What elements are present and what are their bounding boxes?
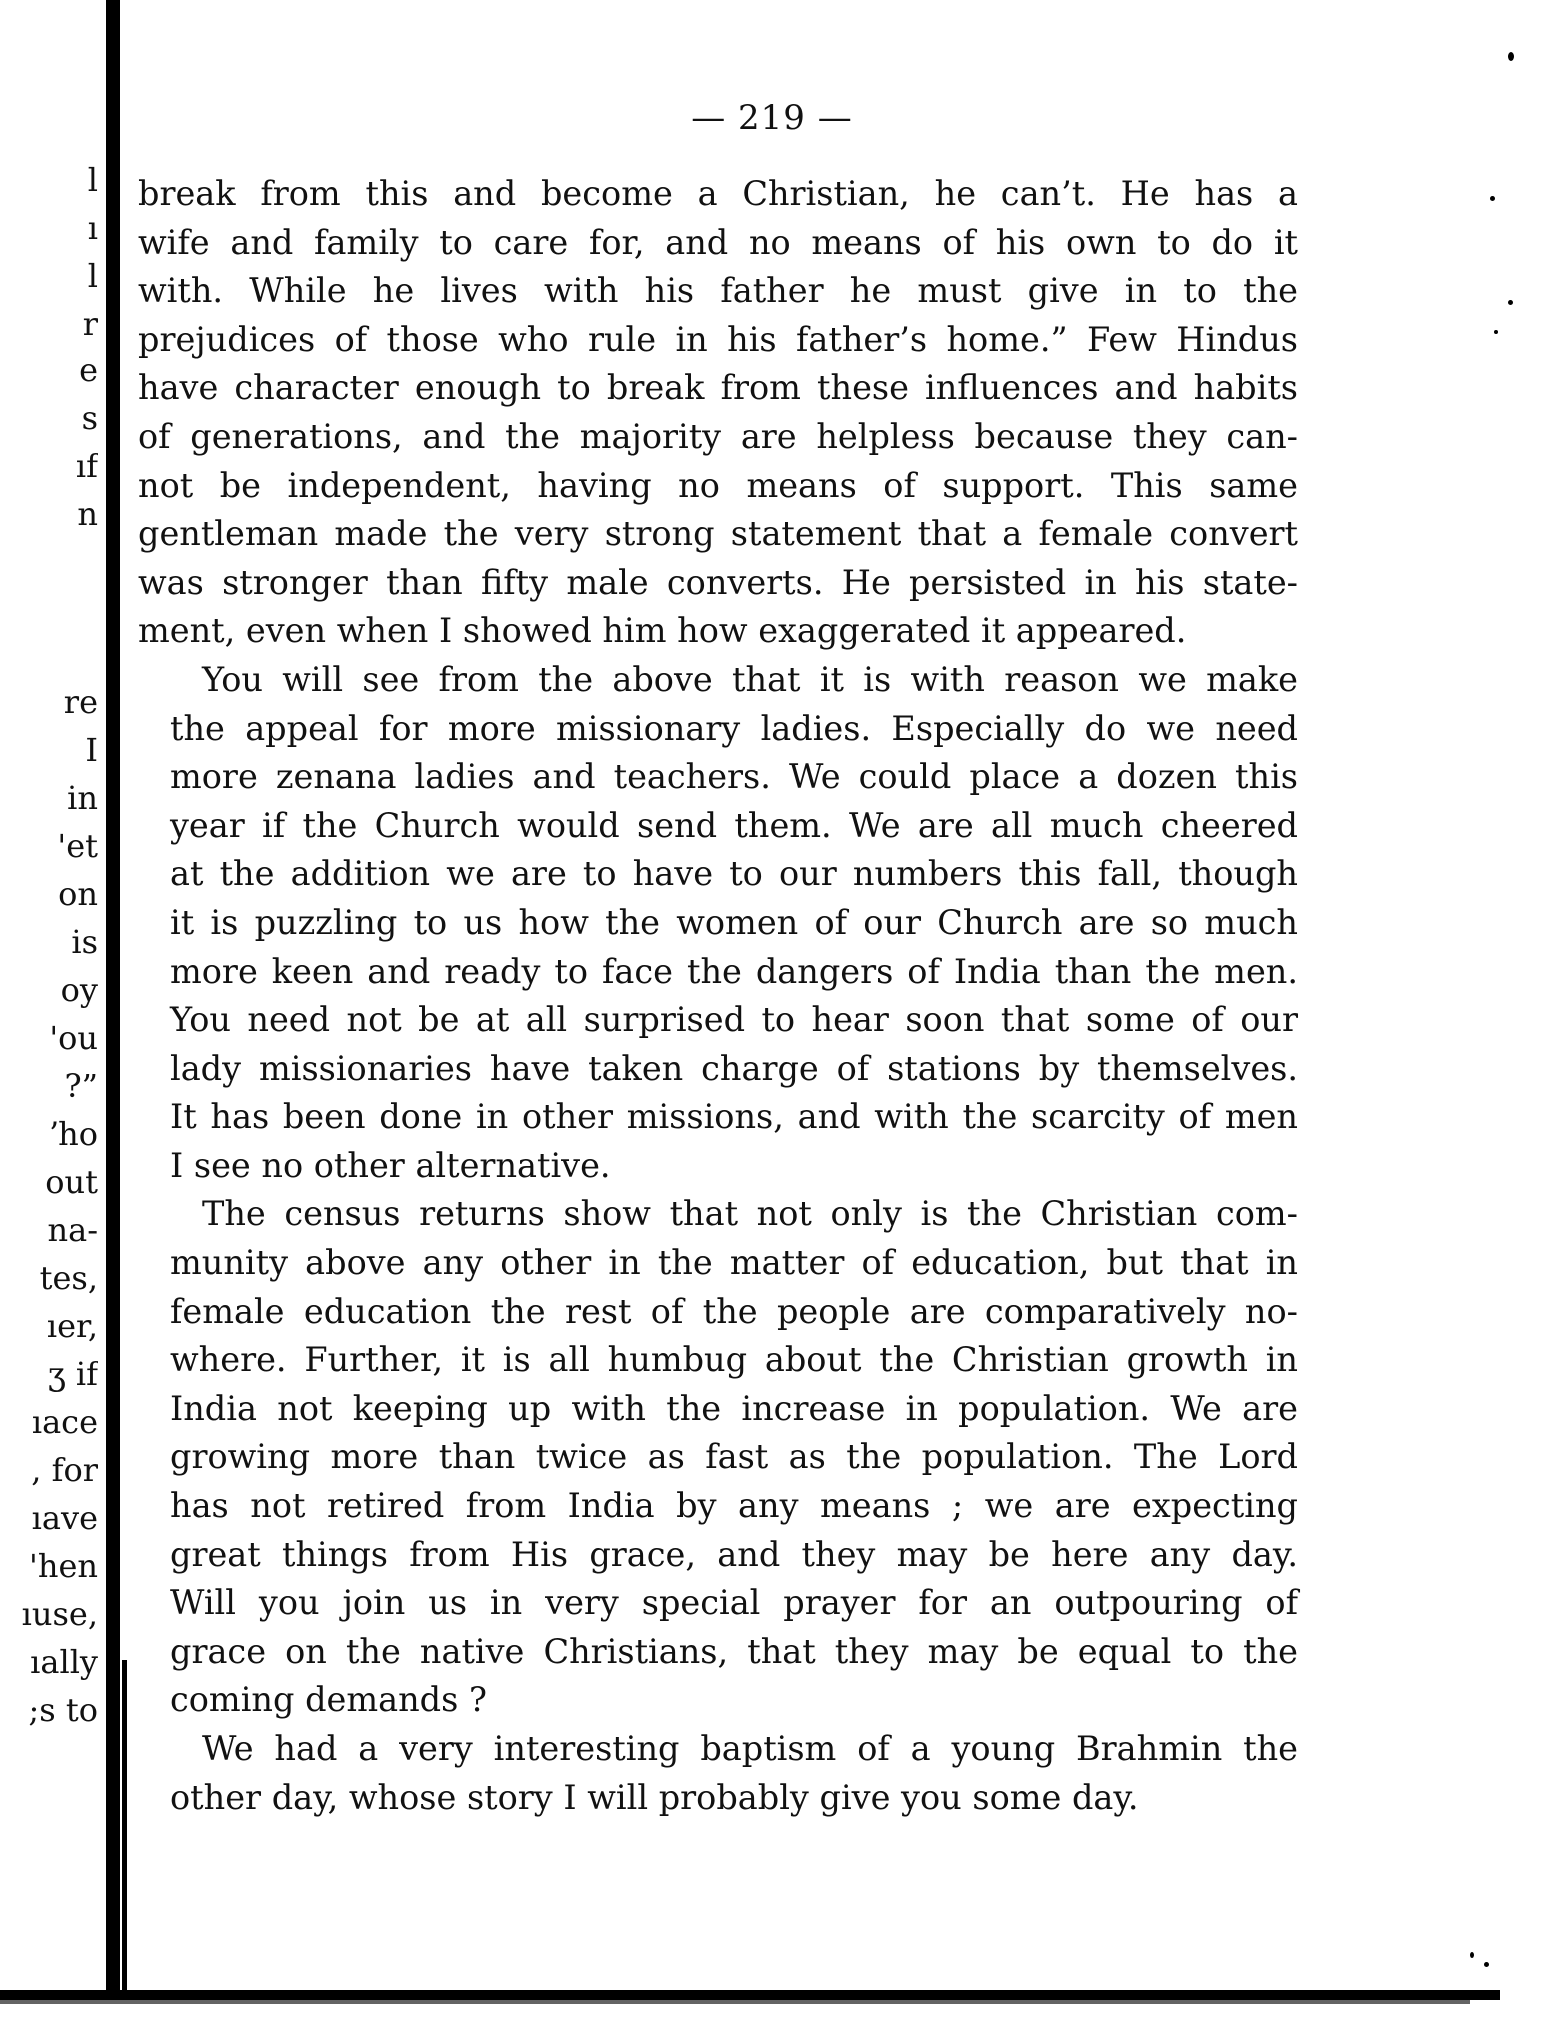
bottom-scan-edge <box>0 1990 1500 2000</box>
text-line: You will see from the above that it is with reason we make <box>202 659 1298 699</box>
text-line: of generations, and the majority are helpless because they can- <box>138 416 1298 456</box>
text-line: It has been done in other missions, and with the scarcity of men <box>170 1097 1298 1137</box>
text-line: We had a very interesting baptism of a young Brahmin the <box>202 1729 1298 1768</box>
text-line: other day, whose story I will probably give you some day. <box>170 1777 1139 1817</box>
paragraph <box>138 1725 1298 1822</box>
text-line: the appeal for more missionary ladies. Especially do we need <box>170 708 1298 748</box>
facing-fragment: oy <box>60 971 98 1009</box>
text-line: munity above any other in the matter of education, but that in <box>170 1243 1298 1283</box>
facing-fragment: ʒ if <box>47 1355 98 1393</box>
text-line: grace on the native Christians, that they may be equal to the <box>170 1631 1298 1671</box>
scan-speck <box>1490 196 1495 201</box>
facing-fragment: I <box>85 731 98 769</box>
facing-fragment: ıally <box>30 1643 98 1681</box>
text-line: have character enough to break from these influences and habits <box>138 368 1298 408</box>
text-line: You need not be at all surprised to hear soon that some of our <box>170 1000 1298 1040</box>
text-line: coming demands ? <box>170 1680 487 1720</box>
facing-fragment: ıf <box>75 447 98 485</box>
facing-fragment: ʼho <box>47 1115 98 1153</box>
facing-fragment: ?” <box>64 1067 98 1105</box>
text-line: lady missionaries have taken charge of stations by themselves. <box>170 1048 1298 1088</box>
facing-fragment: e <box>79 351 98 389</box>
text-line: has not retired from India by any means ; we are expecting <box>170 1486 1298 1526</box>
text-line: female education the rest of the people are comparatively no- <box>170 1291 1298 1331</box>
facing-fragment: in <box>67 779 98 817</box>
text-line: wife and family to care for, and no means of his own to do it <box>138 222 1298 262</box>
text-line: year if the Church would send them. We are all much cheered <box>170 805 1298 845</box>
text-line: break from this and become a Christian, he can’t. He has a <box>138 174 1298 213</box>
text-line: The census returns show that not only is the Christian com- <box>202 1194 1298 1234</box>
facing-fragment: re <box>63 683 98 721</box>
text-line: I see no other alternative. <box>170 1145 611 1185</box>
text-line: prejudices of those who rule in his father’s home.” Few Hindus <box>138 319 1298 359</box>
text-line: was stronger than fifty male converts. He persisted in his state- <box>138 562 1298 602</box>
facing-fragment: 'hen <box>29 1547 98 1585</box>
facing-fragment: ıuse, <box>21 1595 98 1633</box>
facing-fragment: ıace <box>31 1403 98 1441</box>
facing-fragment: s <box>81 399 98 437</box>
facing-page-fragments <box>20 160 98 1810</box>
scan-speck <box>1508 52 1514 61</box>
text-line: with. While he lives with his father he must give in to the <box>138 271 1298 311</box>
facing-fragment: n <box>77 495 98 533</box>
scan-speck <box>1484 1962 1489 1967</box>
gutter-bar-inner <box>122 1660 127 1990</box>
facing-fragment: l <box>87 257 98 295</box>
paragraph <box>138 1190 1298 1725</box>
text-line: gentleman made the very strong statement that a female convert <box>138 514 1298 554</box>
facing-fragment: 'ou <box>49 1019 98 1057</box>
paragraph <box>138 170 1298 656</box>
facing-fragment: l <box>87 161 98 199</box>
text-line: not be independent, having no means of support. This same <box>138 465 1298 505</box>
body-text <box>138 170 1298 1822</box>
facing-fragment: , for <box>31 1451 98 1489</box>
facing-fragment: na- <box>47 1211 98 1249</box>
facing-fragment: ;s to <box>28 1691 98 1729</box>
text-line: more zenana ladies and teachers. We could place a dozen this <box>170 757 1298 797</box>
paragraph <box>138 656 1298 1191</box>
facing-fragment: 'et <box>57 827 98 865</box>
scan-speck <box>1494 330 1498 334</box>
text-line: where. Further, it is all humbug about the Christian growth in <box>170 1340 1298 1380</box>
scan-speck <box>1470 1952 1474 1958</box>
text-line: at the addition we are to have to our numbers this fall, though <box>170 854 1298 894</box>
text-line: great things from His grace, and they may be here any day. <box>170 1534 1298 1574</box>
text-line: it is puzzling to us how the women of our Church are so much <box>170 902 1298 942</box>
text-line: Will you join us in very special prayer for an outpouring of <box>170 1583 1298 1623</box>
text-line: ment, even when I showed him how exaggerated it appeared. <box>138 611 1187 651</box>
text-line: India not keeping up with the increase in population. We are <box>170 1388 1298 1428</box>
facing-fragment: out <box>45 1163 98 1201</box>
facing-fragment: is <box>71 923 98 961</box>
gutter-bar <box>106 0 120 1990</box>
text-line: more keen and ready to face the dangers of India than the men. <box>170 951 1298 991</box>
facing-fragment: r <box>82 305 98 343</box>
facing-fragment: on <box>58 875 98 913</box>
facing-fragment: ı <box>87 209 98 247</box>
text-line: growing more than twice as fast as the population. The Lord <box>170 1437 1298 1477</box>
facing-fragment: tes, <box>39 1259 98 1297</box>
page-number: — 219 — <box>691 98 853 138</box>
facing-fragment: ıave <box>31 1499 98 1537</box>
scan-speck <box>1508 300 1513 305</box>
facing-fragment: ıer, <box>46 1307 98 1345</box>
bottom-scan-edge-shadow <box>0 2000 1470 2004</box>
